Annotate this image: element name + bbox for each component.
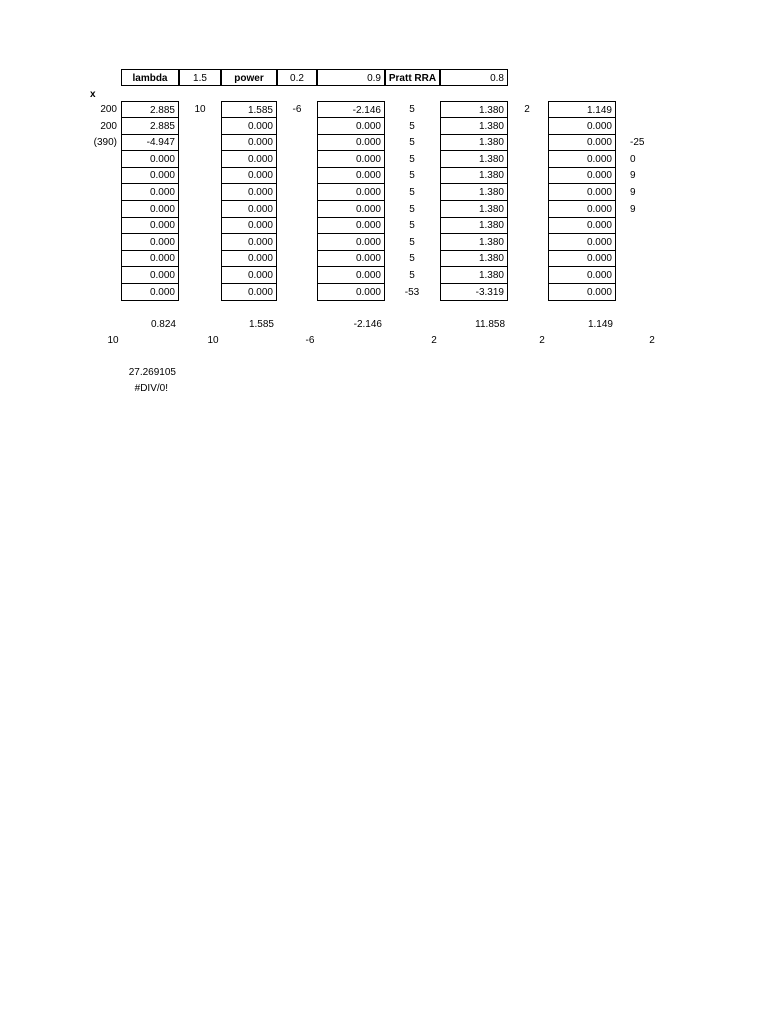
total-power: 1.585 [248, 319, 274, 330]
aux-value [283, 134, 311, 151]
x-value [70, 217, 120, 234]
aux-value: 0 [630, 154, 636, 165]
pratt-col-value: 1.380 [440, 167, 508, 184]
aux-value [628, 250, 658, 267]
lambda-col-value: 2.885 [121, 101, 179, 118]
power-col-value: 0.000 [221, 250, 277, 267]
header-value-0-9: 0.9 [317, 69, 385, 86]
lambda-col-value: 0.000 [121, 201, 179, 218]
last-col-value: 0.000 [548, 184, 616, 201]
result-value: 27.269105 [128, 367, 176, 378]
aux-value: -53 [404, 287, 420, 298]
total-last: 1.149 [587, 319, 613, 330]
aux-value [283, 167, 311, 184]
aux-value: 2 [524, 104, 530, 115]
aux-value [283, 184, 311, 201]
lambda-col-value: 0.000 [121, 151, 179, 168]
aux-value [185, 134, 215, 151]
summary-value: 10 [207, 335, 219, 346]
aux-value [283, 284, 311, 301]
aux-value: 5 [409, 220, 415, 231]
aux-value [515, 217, 539, 234]
power-col-value: 1.585 [221, 101, 277, 118]
power-col-value: 0.000 [221, 217, 277, 234]
error-value: #DIV/0! [134, 383, 168, 394]
lambda-value: 1.5 [179, 69, 221, 86]
lambda-col-value: -4.947 [121, 134, 179, 151]
x-value: (390) [93, 137, 117, 148]
power-col-value: 0.000 [221, 284, 277, 301]
aux-value: 5 [409, 270, 415, 281]
aux-value: 5 [409, 104, 415, 115]
col-value: 0.000 [317, 284, 385, 301]
last-col-value: 0.000 [548, 151, 616, 168]
power-col-value: 0.000 [221, 151, 277, 168]
x-value [70, 250, 120, 267]
aux-value [283, 118, 311, 135]
last-col-value: 0.000 [548, 284, 616, 301]
aux-value: 5 [409, 237, 415, 248]
pratt-rra-label: Pratt RRA [385, 69, 440, 86]
aux-value [515, 134, 539, 151]
aux-value [515, 250, 539, 267]
aux-value: 5 [409, 187, 415, 198]
pratt-col-value: 1.380 [440, 184, 508, 201]
aux-value: 5 [409, 204, 415, 215]
lambda-col-value: 0.000 [121, 184, 179, 201]
col-value: 0.000 [317, 267, 385, 284]
summary-value: 2 [431, 335, 437, 346]
pratt-col-value: -3.319 [440, 284, 508, 301]
lambda-col-value: 0.000 [121, 167, 179, 184]
aux-value [515, 167, 539, 184]
last-col-value: 0.000 [548, 201, 616, 218]
x-value: 200 [100, 104, 117, 115]
last-col-value: 0.000 [548, 234, 616, 251]
aux-value: 9 [630, 187, 636, 198]
aux-value [185, 217, 215, 234]
aux-value [283, 217, 311, 234]
lambda-col-value: 2.885 [121, 118, 179, 135]
pratt-col-value: 1.380 [440, 201, 508, 218]
col-value: 0.000 [317, 201, 385, 218]
aux-value [515, 201, 539, 218]
pratt-col-value: 1.380 [440, 134, 508, 151]
summary-value: 10 [107, 335, 119, 346]
aux-value [515, 284, 539, 301]
aux-value [628, 267, 658, 284]
pratt-col-value: 1.380 [440, 101, 508, 118]
col-value: 0.000 [317, 234, 385, 251]
aux-value [628, 101, 658, 118]
col-value: 0.000 [317, 151, 385, 168]
x-value: 200 [100, 121, 117, 132]
aux-value [515, 184, 539, 201]
col-value: -2.146 [317, 101, 385, 118]
x-value [70, 201, 120, 218]
summary-value: -6 [305, 335, 315, 346]
col-value: 0.000 [317, 217, 385, 234]
summary-value: 2 [539, 335, 545, 346]
col-value: 0.000 [317, 134, 385, 151]
aux-value [185, 151, 215, 168]
pratt-col-value: 1.380 [440, 151, 508, 168]
total-lambda: 0.824 [150, 319, 176, 330]
total-pratt: 11.858 [475, 319, 505, 330]
aux-value [185, 267, 215, 284]
pratt-col-value: 1.380 [440, 234, 508, 251]
x-value [70, 184, 120, 201]
aux-value: 5 [409, 154, 415, 165]
last-col-value: 0.000 [548, 217, 616, 234]
x-value [70, 267, 120, 284]
aux-value: 9 [630, 170, 636, 181]
aux-value [515, 151, 539, 168]
pratt-col-value: 1.380 [440, 217, 508, 234]
aux-value [283, 250, 311, 267]
pratt-rra-value: 0.8 [440, 69, 508, 86]
col-value: 0.000 [317, 184, 385, 201]
last-col-value: 0.000 [548, 134, 616, 151]
aux-value [628, 284, 658, 301]
aux-value [185, 250, 215, 267]
lambda-col-value: 0.000 [121, 250, 179, 267]
x-value [70, 234, 120, 251]
pratt-col-value: 1.380 [440, 118, 508, 135]
power-label: power [221, 69, 277, 86]
col-value: 0.000 [317, 118, 385, 135]
power-col-value: 0.000 [221, 184, 277, 201]
x-value [70, 151, 120, 168]
power-col-value: 0.000 [221, 167, 277, 184]
aux-value: -6 [292, 104, 302, 115]
power-col-value: 0.000 [221, 234, 277, 251]
x-value [70, 167, 120, 184]
x-label: x [90, 89, 96, 100]
aux-value [185, 118, 215, 135]
aux-value [283, 201, 311, 218]
col-value: 0.000 [317, 167, 385, 184]
aux-value [628, 217, 658, 234]
aux-value [185, 201, 215, 218]
aux-value [185, 184, 215, 201]
aux-value [185, 167, 215, 184]
lambda-col-value: 0.000 [121, 234, 179, 251]
summary-value: 2 [649, 335, 655, 346]
aux-value: 5 [409, 170, 415, 181]
power-value: 0.2 [277, 69, 317, 86]
x-value [70, 284, 120, 301]
lambda-col-value: 0.000 [121, 217, 179, 234]
last-col-value: 0.000 [548, 118, 616, 135]
aux-value: 5 [409, 137, 415, 148]
aux-value [283, 267, 311, 284]
aux-value [628, 234, 658, 251]
last-col-value: 0.000 [548, 267, 616, 284]
aux-value: -25 [630, 137, 645, 148]
pratt-col-value: 1.380 [440, 250, 508, 267]
lambda-col-value: 0.000 [121, 284, 179, 301]
aux-value [185, 234, 215, 251]
aux-value: 9 [630, 204, 636, 215]
power-col-value: 0.000 [221, 201, 277, 218]
pratt-col-value: 1.380 [440, 267, 508, 284]
power-col-value: 0.000 [221, 134, 277, 151]
last-col-value: 0.000 [548, 250, 616, 267]
aux-value [283, 151, 311, 168]
power-col-value: 0.000 [221, 267, 277, 284]
last-col-value: 0.000 [548, 167, 616, 184]
aux-value [628, 118, 658, 135]
lambda-label: lambda [121, 69, 179, 86]
aux-value: 5 [409, 121, 415, 132]
col-value: 0.000 [317, 250, 385, 267]
aux-value: 5 [409, 253, 415, 264]
aux-value [185, 284, 215, 301]
last-col-value: 1.149 [548, 101, 616, 118]
power-col-value: 0.000 [221, 118, 277, 135]
aux-value [515, 234, 539, 251]
aux-value [283, 234, 311, 251]
aux-value [515, 267, 539, 284]
aux-value [515, 118, 539, 135]
total-col: -2.146 [353, 319, 382, 330]
aux-value: 10 [194, 104, 206, 115]
lambda-col-value: 0.000 [121, 267, 179, 284]
